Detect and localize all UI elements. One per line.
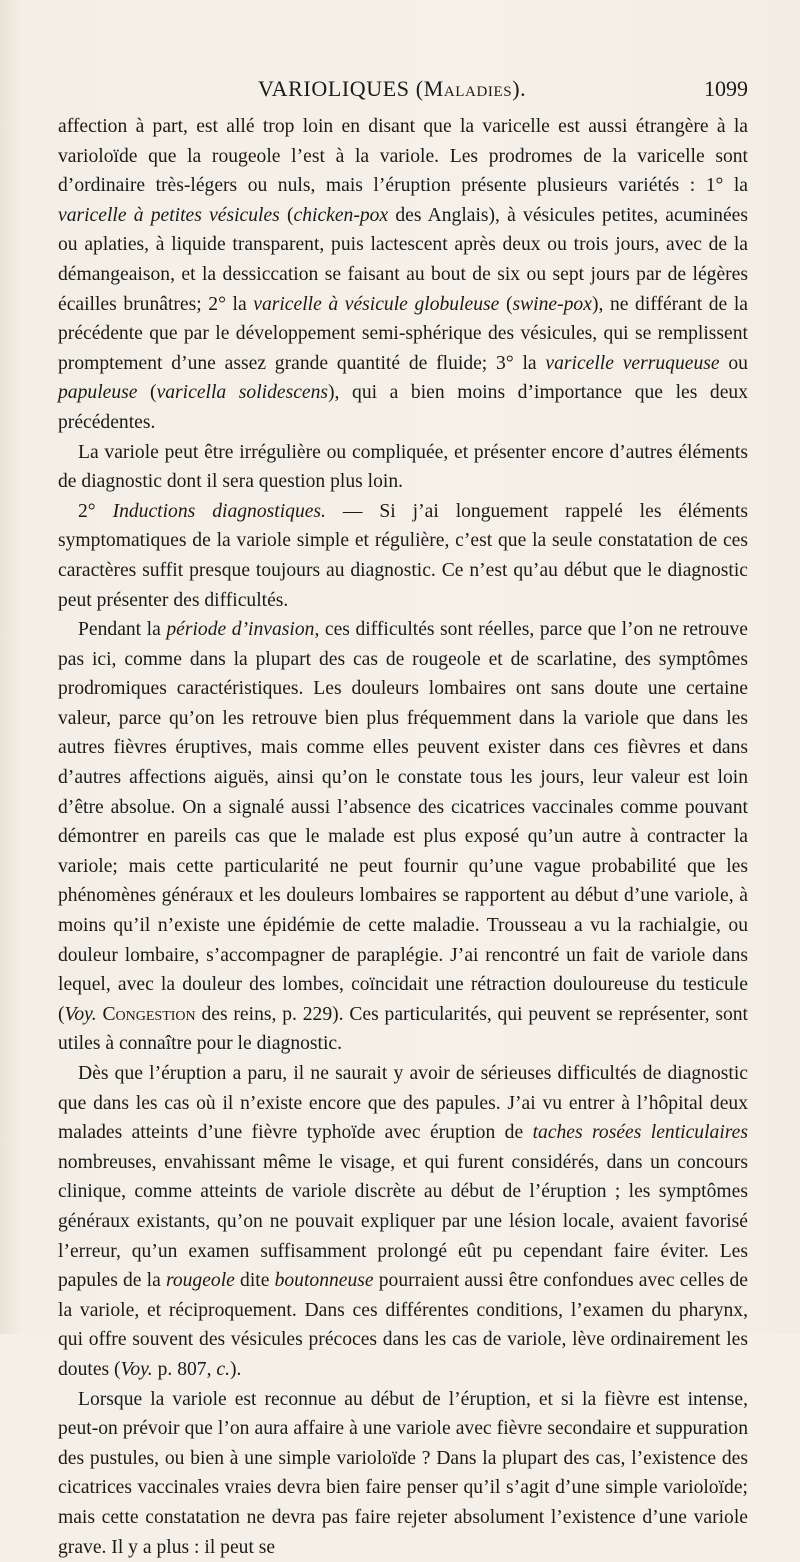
text-run: , ces difficultés sont réelles, parce que l’on ne retrouve pas ici, comme dans la plupart des cas de rougeole et de scarlatine, des symptômes prodromiques caractéristiques. Les douleurs lombaires ont sans doute une certaine valeur, parce qu’on les retrouve bien plus fréquemment dans la variole que dans les autres fièvres éruptives, mais comme elles peuvent exister dans ces fièvres et dans d’autres affections aiguës, ainsi qu’on le constate tous les jours, leur valeur est loin d’être absolue. On a signalé aussi l’absence des cicatrices vaccinales comme pouvant démontrer en pareils cas que le malade est plus exposé qu’un autre à contracter la variole; mais cette particularité ne peut fournir qu’une vague probabilité que les phénomènes généraux et les douleurs lombaires se rapportent au début d’une variole, à moins qu’il n’existe une épidémie de cette maladie. Trousseau a vu la rachialgie, ou douleur lombaire, s’accompagner de paraplégie. J’ai rencontré un fait de variole dans lequel, avec la douleur des lombes, coïncidait une rétraction douloureuse du testicule (: [58, 619, 748, 1025]
italic-run: varicelle verruqueuse: [545, 352, 720, 374]
italic-run: varicelle à petites vésicules: [58, 204, 280, 226]
italic-run: papuleuse: [58, 382, 138, 404]
text-run: des reins, p. 229). Ces particularités, qui peuvent se représenter, sont utiles à connaître pour le diagnostic.: [58, 1003, 748, 1055]
paragraph: [58, 112, 748, 438]
text-run: nombreuses, envahissant même le visage, et qui furent considérés, dans un concours clinique, comme atteints de variole discrète au début de l’éruption ; les symptômes généraux existants, qu’on ne pouvait expliquer par une lésion locale, avaient favorisé l’erreur, qu’un examen suffisamment prolongé eût pu cependant faire éviter. Les papules de la: [58, 1151, 748, 1292]
italic-run: rougeole: [165, 1270, 235, 1292]
text-run: Pendant la: [78, 619, 167, 641]
running-title-sub: (Maladies).: [415, 76, 527, 101]
text-run: — Si j’ai longuement rappelé les éléments symptomatiques de la variole simple et régulière, c’est que la seule constatation de ces caractères suffit presque toujours au diagnostic. Ce n’est qu’au début que le diagnostic peut présenter des difficultés.: [58, 500, 749, 611]
text-run: La variole peut être irrégulière ou compliquée, et présenter encore d’autres éléments de diagnostic dont il sera question plus loin.: [58, 441, 748, 493]
running-title-main: VARIOLIQUES: [258, 76, 410, 101]
running-title: [258, 76, 526, 102]
text-run: (: [137, 382, 157, 404]
paragraph: [58, 497, 748, 615]
italic-run: varicella solidescens: [156, 382, 329, 404]
body-text: [58, 112, 748, 1562]
text-run: ), qui a bien moins d’importance que les deux précédentes.: [58, 382, 748, 433]
small-caps-run: Congestion: [102, 1003, 196, 1025]
text-run: ), ne différant de la précédente que par le développement semi-sphérique des vésicules, qui se remplissent promptement d’une assez grande quantité de fluide; 3° la: [58, 293, 748, 374]
italic-run: Inductions diagnostiques.: [112, 500, 326, 522]
paragraph: [58, 615, 748, 1059]
page-number: 1099: [704, 76, 748, 101]
italic-run: varicelle à vésicule globuleuse: [253, 293, 500, 315]
text-run: (: [499, 293, 513, 315]
text-run: p. 807,: [152, 1358, 217, 1380]
italic-run: période d’invasion: [166, 619, 315, 641]
italic-run: swine-pox: [512, 293, 592, 315]
italic-run: chicken-pox: [293, 204, 389, 226]
text-run: 2°: [78, 500, 113, 522]
italic-run: c.: [216, 1358, 230, 1380]
italic-run: Voy.: [120, 1358, 153, 1380]
text-run: ).: [230, 1358, 242, 1380]
running-header: [58, 76, 748, 106]
paragraph: [58, 438, 748, 497]
text-run: (: [279, 204, 294, 226]
text-run: affection à part, est allé trop loin en disant que la varicelle est aussi étrangère à la varioloïde que la rougeole l’est à la variole. Les prodromes de la varicelle sont d’ordinaire très-légers ou nuls, mais l’éruption présente plusieurs variétés : 1° la: [58, 116, 748, 197]
paragraph: [58, 1059, 748, 1385]
italic-run: Voy.: [64, 1003, 97, 1025]
text-run: Dès que l’éruption a paru, il ne saurait y avoir de sérieuses difficultés de diagnostic que dans les cas où il n’existe encore que des papules. J’ai vu entrer à l’hôpital deux malades atteints d’une fièvre typhoïde avec éruption de: [58, 1063, 748, 1144]
italic-run: taches rosées lenticulaires: [532, 1122, 749, 1144]
italic-run: boutonneuse: [274, 1270, 374, 1292]
text-run: Lorsque la variole est reconnue au début de l’éruption, et si la fièvre est intense, peut-on prévoir que l’on aura affaire à une variole avec fièvre secondaire et suppuration des pustules, ou bien à une simple varioloïde ? Dans la plupart des cas, l’existence des cicatrices vaccinales vraies devra bien faire penser qu’il s’agit d’une simple varioloïde; mais cette constatation ne devra pas faire rejeter absolument l’existence d’une variole grave. Il y a plus : il peut se: [58, 1388, 748, 1558]
text-run: ou: [719, 352, 748, 374]
text-run: des Anglais), à vésicules petites, acuminées ou aplaties, à liquide transparent, puis lactescent après deux ou trois jours, avec de la démangeaison, et la dessiccation se faisant au bout de six ou sept jours par de légères écailles brunâtres; 2° la: [58, 204, 748, 315]
text-run: pourraient aussi être confondues avec celles de la variole, et réciproquement. Dans ces différentes conditions, l’examen du pharynx, qui offre souvent des vésicules précoces dans les cas de variole, lève ordinairement les doutes (: [58, 1270, 749, 1380]
paragraph: [58, 1385, 748, 1562]
text-run: dite: [234, 1270, 275, 1292]
